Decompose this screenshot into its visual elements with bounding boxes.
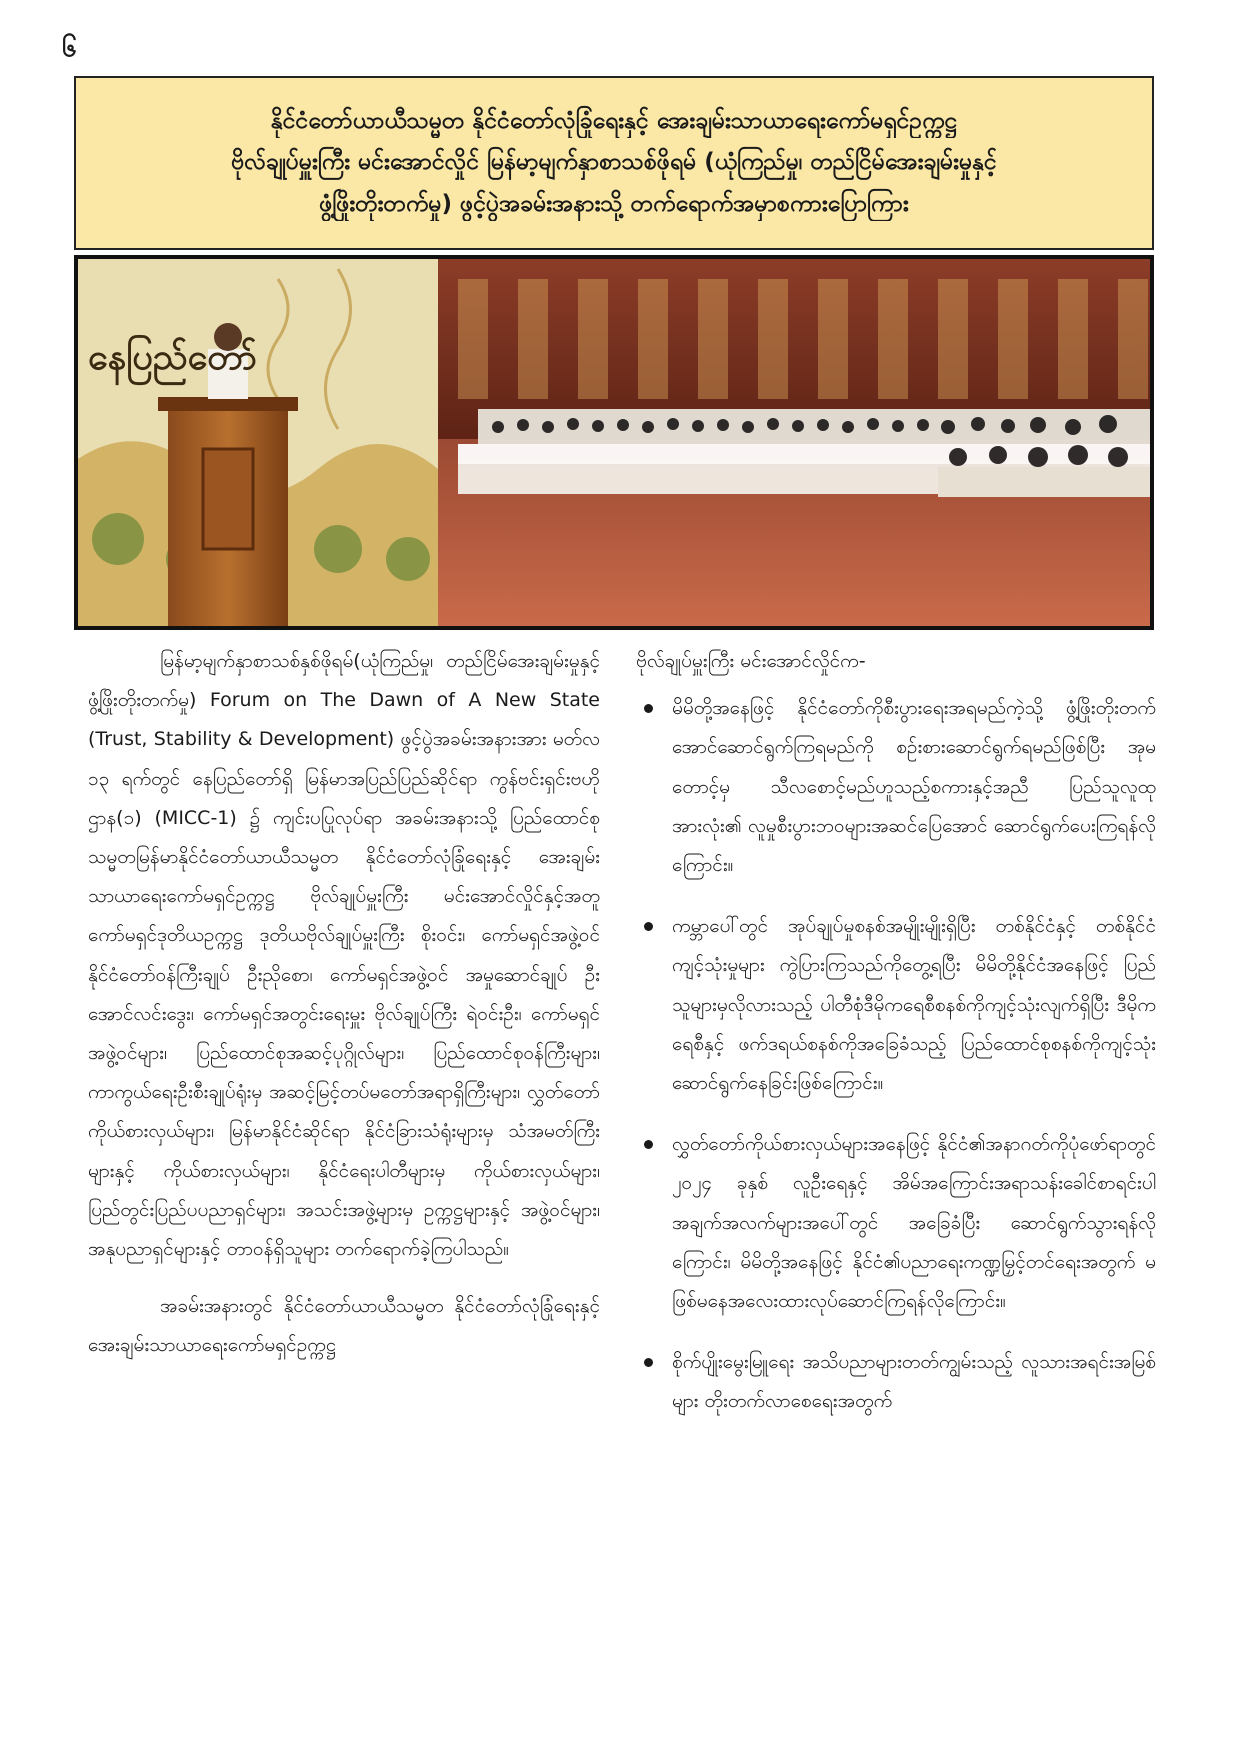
- bullet-icon: [644, 704, 653, 713]
- speech-points: [636, 689, 1156, 1421]
- page-number: ၆: [62, 33, 77, 63]
- speech-point: [636, 1343, 1156, 1421]
- speech-point-text: လွှတ်တော်ကိုယ်စားလှယ်များအနေဖြင့် နိုင်ငံ၏အနာဂတ်ကိုပုံဖော်ရာတွင် ၂၀၂၄ ခုနှစ် လူဦးရေနှင့် အိမ်အကြောင်းအရာသန်းခေါင်စာရင်းပါ အချက်အလက်များအပေါ်တွင် အခြေခံပြီး ဆောင်ရွက်သွားရန်လိုကြောင်း၊ မိမိတို့အနေဖြင့် နိုင်ငံ၏ပညာရေးကဏ္ဍမြှင့်တင်ရေးအတွက် မဖြစ်မနေအလေးထားလုပ်ဆောင်ကြရန်လိုကြောင်း။: [672, 1133, 1156, 1313]
- bullet-icon: [644, 1358, 653, 1367]
- bullet-icon: [644, 922, 653, 931]
- headline-line-1: နိုင်ငံတော်ယာယီသမ္မတ နိုင်ငံတော်လုံခြုံရေးနှင့် အေးချမ်းသာယာရေးကော်မရှင်ဥက္ကဋ္ဌ: [270, 107, 958, 134]
- speech-point: [636, 689, 1156, 885]
- event-photo-illustration: [78, 259, 1150, 626]
- headline-box: [74, 76, 1154, 250]
- stage-text: နေပြည်တော်: [88, 337, 257, 378]
- speech-point: [636, 1125, 1156, 1321]
- speaker-lead: ဗိုလ်ချုပ်မှူးကြီး မင်းအောင်လှိုင်က-: [636, 650, 866, 672]
- headline-line-2: ဗိုလ်ချုပ်မှူးကြီး မင်းအောင်လှိုင် မြန်မာ့မျက်နှာစာသစ်ဖိုရမ် (ယုံကြည်မှု၊ တည်ငြိမ်အေးချမ်းမှုနှင့်: [231, 149, 997, 176]
- left-column: [88, 642, 600, 1742]
- bullet-icon: [644, 1140, 653, 1149]
- audience: [458, 409, 1150, 497]
- speech-point-text: မိမိတို့အနေဖြင့် နိုင်ငံတော်ကိုစီးပွားရေးအရမည်ကဲ့သို့ ဖွံ့ဖြိုးတိုးတက်အောင်ဆောင်ရွက်ကြရမည်ကို စဉ်းစားဆောင်ရွက်ရမည်ဖြစ်ပြီး အုမတောင့်မှ သီလစောင့်မည်ဟူသည့်စကားနှင့်အညီ ပြည်သူလူထုအားလုံး၏ လူမှုစီးပွားဘဝများအဆင်ပြေအောင် ဆောင်ရွက်ပေးကြရန်လိုကြောင်း။: [672, 697, 1156, 877]
- speech-point-text: စိုက်ပျိုးမွေးမြူရေး အသိပညာများတတ်ကျွမ်းသည့် လူသားအရင်းအမြစ်များ တိုးတက်လာစေရေးအတွက်: [672, 1351, 1156, 1413]
- event-photo: [74, 255, 1154, 630]
- body-paragraph-2: အခမ်းအနားတွင် နိုင်ငံတော်ယာယီသမ္မတ နိုင်ငံတော်လုံခြုံရေးနှင့် အေးချမ်းသာယာရေးကော်မရှင်ဥက္ကဋ္ဌ: [88, 1295, 600, 1357]
- right-column: [636, 642, 1156, 1742]
- speech-point: [636, 907, 1156, 1103]
- body-paragraph-1: မြန်မာ့မျက်နှာစာသစ်နှစ်ဖိုရမ်(ယုံကြည်မှု၊ တည်ငြိမ်အေးချမ်းမှုနှင့် ဖွံ့ဖြိုးတိုးတက်မှု) Forum on The Dawn of A New State (Trust, Stability & Development) ဖွင့်ပွဲအခမ်းအနားအား မတ်လ ၁၃ ရက်တွင် နေပြည်တော်ရှိ မြန်မာအပြည်ပြည်ဆိုင်ရာ ကွန်ဗင်းရှင်းဗဟိုဌာန(၁) (MICC-1) ၌ ကျင်းပပြုလုပ်ရာ အခမ်းအနားသို့ ပြည်ထောင်စုသမ္မတမြန်မာနိုင်ငံတော်ယာယီသမ္မတ နိုင်ငံတော်လုံခြုံရေးနှင့် အေးချမ်းသာယာရေးကော်မရှင်ဥက္ကဋ္ဌ ဗိုလ်ချုပ်မှူးကြီး မင်းအောင်လှိုင်နှင့်အတူ ကော်မရှင်ဒုတိယဥက္ကဋ္ဌ ဒုတိယဗိုလ်ချုပ်မှူးကြီး စိုးဝင်း၊ ကော်မရှင်အဖွဲ့ဝင် နိုင်ငံတော်ဝန်ကြီးချုပ် ဦးညိုစော၊ ကော်မရှင်အဖွဲ့ဝင် အမှုဆောင်ချုပ် ဦးအောင်လင်းဒွေး၊ ကော်မရှင်အတွင်းရေးမှူး ဗိုလ်ချုပ်ကြီး ရဲဝင်းဦး၊ ကော်မရှင်အဖွဲ့ဝင်များ၊ ပြည်ထောင်စုအဆင့်ပုဂ္ဂိုလ်များ၊ ပြည်ထောင်စုဝန်ကြီးများ၊ ကာကွယ်ရေးဦးစီးချုပ်ရုံးမှ အဆင့်မြင့်တပ်မတော်အရာရှိကြီးများ၊ လွှတ်တော်ကိုယ်စားလှယ်များ၊ မြန်မာနိုင်ငံဆိုင်ရာ နိုင်ငံခြားသံရုံးများမှ သံအမတ်ကြီးများနှင့် ကိုယ်စားလှယ်များ၊ နိုင်ငံရေးပါတီများမှ ကိုယ်စားလှယ်များ၊ ပြည်တွင်းပြည်ပပညာရှင်များ၊ အသင်းအဖွဲ့များမှ ဥက္ကဋ္ဌများနှင့် အဖွဲ့ဝင်များ၊ အနုပညာရှင်များနှင့် တာဝန်ရှိသူများ တက်ရောက်ခဲ့ကြပါသည်။: [88, 650, 600, 1261]
- headline-line-3: ဖွံ့ဖြိုးတိုးတက်မှု) ဖွင့်ပွဲအခမ်းအနားသို့ တက်ရောက်အမှာစကားပြောကြား: [319, 190, 909, 217]
- speech-point-text: ကမ္ဘာပေါ်တွင် အုပ်ချုပ်မှုစနစ်အမျိုးမျိုးရှိပြီး တစ်နိုင်ငံနှင့် တစ်နိုင်ငံကျင့်သုံးမှုများ ကွဲပြားကြသည်ကိုတွေ့ရပြီး မိမိတို့နိုင်ငံအနေဖြင့် ပြည်သူများမှလိုလားသည့် ပါတီစုံဒီမိုကရေစီစနစ်ကိုကျင့်သုံးလျက်ရှိပြီး ဒီမိုကရေစီနှင့် ဖက်ဒရယ်စနစ်ကိုအခြေခံသည့် ပြည်ထောင်စုစနစ်ကိုကျင့်သုံးဆောင်ရွက်နေခြင်းဖြစ်ကြောင်း။: [672, 915, 1156, 1095]
